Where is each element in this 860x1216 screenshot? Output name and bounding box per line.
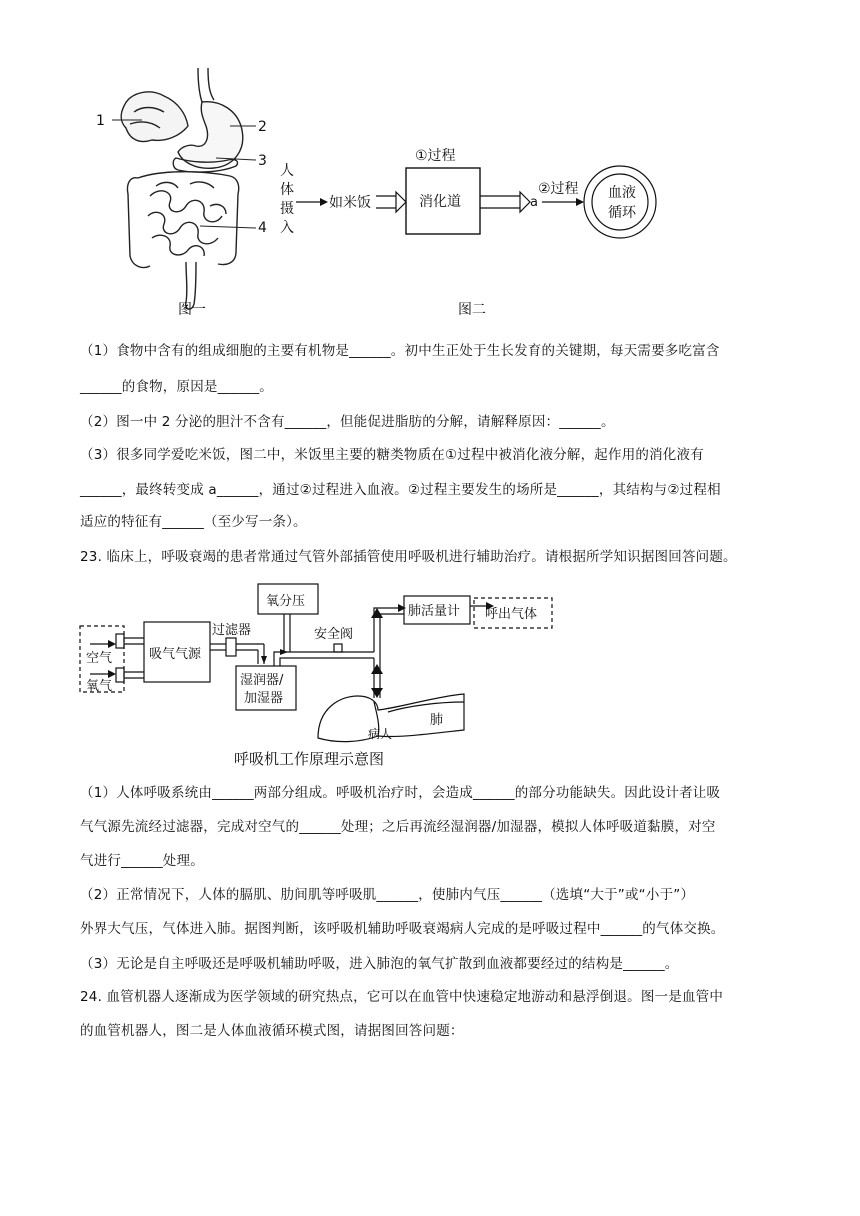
q23-line-5: 外界大气压，气体进入肺。据图判断，该呼吸机辅助呼吸衰竭病人完成的是呼吸过程中______的气体交换。 <box>80 921 725 937</box>
spirometer-label: 肺活量计 <box>408 604 461 619</box>
lung-label: 肺 <box>430 713 444 728</box>
source-label: 吸气气源 <box>149 647 202 662</box>
process1-label: ①过程 <box>415 148 456 164</box>
q22-line-4: （3）很多同学爱吃米饭，图二中，米饭里主要的糖类物质在①过程中被消化液分解，起作用的消化液有 <box>80 447 704 463</box>
oxygen-label: 氧气 <box>86 679 113 694</box>
q23-line-1: （1）人体呼吸系统由______两部分组成。呼吸机治疗时，会造成______的部分功能缺失。因此设计者让吸 <box>80 785 721 801</box>
q22-line-2: ______的食物，原因是______。 <box>80 379 273 395</box>
intake-char-4: 入 <box>280 220 294 236</box>
filter-label: 过滤器 <box>212 623 252 638</box>
intake-char-1: 人 <box>280 163 294 179</box>
humidifier-label-1: 湿润器/ <box>240 673 284 688</box>
intake-char-2: 体 <box>280 182 294 198</box>
exhaled-label: 呼出气体 <box>485 607 538 622</box>
q23-line-6: （3）无论是自主呼吸还是呼吸机辅助呼吸，进入肺泡的氧气扩散到血液都要经过的结构是______。 <box>80 956 679 972</box>
intake-char-3: 摄 <box>280 201 294 217</box>
organ-label: 消化道 <box>419 194 461 210</box>
q24-line-2: 的血管机器人，图二是人体血液循环模式图，请据图回答问题： <box>80 1023 464 1039</box>
product-label: a <box>530 195 538 210</box>
q23-line-4: （2）正常情况下，人体的膈肌、肋间肌等呼吸肌______，使肺内气压______（选填“大于”或“小于”） <box>80 887 695 903</box>
label-3: 3 <box>258 153 267 169</box>
patient-label: 病人 <box>368 727 393 741</box>
q23-line-2: 气气源先流经过滤器，完成对空气的______处理；之后再流经湿润器/加湿器，模拟人体呼吸道黏膜，对空 <box>80 819 716 835</box>
q23-intro: 23. 临床上，呼吸衰竭的患者常通过气管外部插管使用呼吸机进行辅助治疗。请根据所学知识据图回答问题。 <box>80 549 737 565</box>
q22-line-6: 适应的特征有______（至少写一条）。 <box>80 514 307 530</box>
digestive-system-figure <box>90 66 290 321</box>
humidifier-label-2: 加湿器 <box>244 691 284 706</box>
figure2-caption: 图二 <box>458 302 486 318</box>
q22-line-3: （2）图一中 2 分泌的胆汁不含有______，但能促进脂肪的分解，请解释原因：______。 <box>80 414 615 430</box>
q22-line-1: （1）食物中含有的组成细胞的主要有机物是______。初中生正处于生长发育的关键期，每天需要多吃富含 <box>80 343 720 359</box>
food-label: 如米饭 <box>329 195 371 211</box>
label-4: 4 <box>258 220 267 236</box>
o2-pressure-label: 氧分压 <box>266 594 306 609</box>
ventilator-caption: 呼吸机工作原理示意图 <box>234 750 385 768</box>
ventilator-diagram <box>78 578 558 770</box>
label-1: 1 <box>96 113 105 129</box>
safety-valve-label: 安全阀 <box>314 627 354 642</box>
figure1-caption: 图一 <box>178 302 206 318</box>
q24-line-1: 24. 血管机器人逐渐成为医学领域的研究热点，它可以在血管中快速稳定地游动和悬浮倒退。图一是血管中 <box>80 989 724 1005</box>
q22-line-5: ______，最终转变成 a______，通过②过程进入血液。②过程主要发生的场所是______，其结构与②过程相 <box>80 482 721 498</box>
destination-line1: 血液 <box>608 185 636 201</box>
air-label: 空气 <box>86 651 113 666</box>
destination-line2: 循环 <box>608 205 636 221</box>
digestion-flow-figure <box>272 140 672 320</box>
label-2: 2 <box>258 119 267 135</box>
process2-label: ②过程 <box>538 181 579 197</box>
q23-line-3: 气进行______处理。 <box>80 853 204 869</box>
